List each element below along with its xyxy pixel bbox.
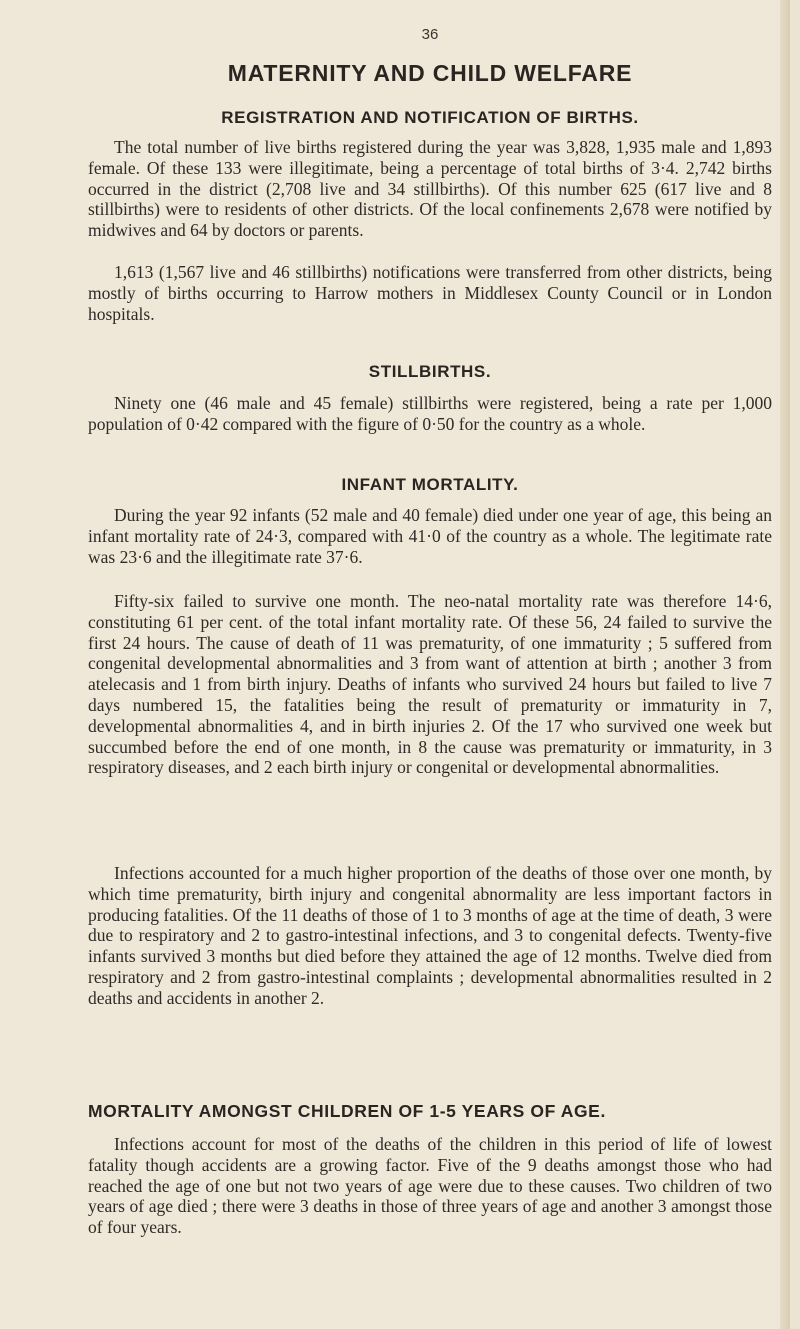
heading-children-1-5: MORTALITY AMONGST CHILDREN OF 1-5 YEARS OF AGE. (88, 1101, 606, 1121)
page-number: 36 (421, 26, 439, 43)
paragraph-children-1-5-1: Infections account for most of the deaths of the children in this period of life of lowest fatality though accidents are a growing factor. Five of the 9 deaths amongst those who had reached the age of one but not two years of age were due to these causes. Two children of two years of age died ; there were 3 deaths in those of three years of age and another 3 amongst those of four years. (88, 1134, 772, 1238)
paragraph-stillbirths-1: Ninety one (46 male and 45 female) stillbirths were registered, being a rate per 1,000 population of 0·42 compared with the figure of 0·50 for the country as a whole. (88, 393, 772, 434)
heading-registration: REGISTRATION AND NOTIFICATION OF BIRTHS. (221, 108, 639, 127)
paragraph-infant-mortality-2: Fifty-six failed to survive one month. The neo-natal mortality rate was therefore 14·6, constituting 61 per cent. of the total infant mortality rate. Of these 56, 24 failed to survive the first 24 hours. The cause of death of 11 was prematurity, of one immaturity ; 5 suffered from congenital developmental abnormalities and 3 from want of attention at birth ; another 3 from atelecasis and 1 from birth injury. Deaths of infants who survived 24 hours but failed to live 7 days numbered 15, the fatalities being the result of prematurity or immaturity in 7, developmental abnormalities 4, and in birth injuries 2. Of the 17 who survived one week but succumbed before the end of one month, in 8 the cause was prematurity or immaturity, in 3 respiratory diseases, and 2 each birth injury or congenital or developmental abnormalities. (88, 591, 772, 778)
page-edge (780, 0, 790, 1329)
paragraph-registration-2: 1,613 (1,567 live and 46 stillbirths) notifications were transferred from other districts, being mostly of births occurring to Harrow mothers in Middlesex County Council or in London hospitals. (88, 262, 772, 324)
heading-infant-mortality: INFANT MORTALITY. (341, 475, 519, 494)
page-title: MATERNITY AND CHILD WELFARE (227, 60, 633, 86)
paragraph-registration-1: The total number of live births registered during the year was 3,828, 1,935 male and 1,893 female. Of these 133 were illegitimate, being a percentage of total births of 3·4. 2,742 births occurred in the district (2,708 live and 34 stillbirths). Of this number 625 (617 live and 8 stillbirths) were to residents of other districts. Of the local confinements 2,678 were notified by midwives and 64 by doctors or parents. (88, 137, 772, 241)
heading-stillbirths: STILLBIRTHS. (368, 362, 492, 381)
paragraph-infant-mortality-1: During the year 92 infants (52 male and 40 female) died under one year of age, this being an infant mortality rate of 24·3, compared with 41·0 of the country as a whole. The legitimate rate was 23·6 and the illegitimate rate 37·6. (88, 505, 772, 567)
paragraph-infant-mortality-3: Infections accounted for a much higher proportion of the deaths of those over one month, by which time prematurity, birth injury and congenital abnormality are less important factors in producing fatalities. Of the 11 deaths of those of 1 to 3 months of age at the time of death, 3 were due to respiratory and 2 to gastro-intestinal infections, and 3 to congenital defects. Twenty-five infants survived 3 months but died before they attained the age of 12 months. Twelve died from respiratory and 2 from gastro-intestinal complaints ; developmental abnormalities resulted in 2 deaths and accidents in another 2. (88, 863, 772, 1008)
